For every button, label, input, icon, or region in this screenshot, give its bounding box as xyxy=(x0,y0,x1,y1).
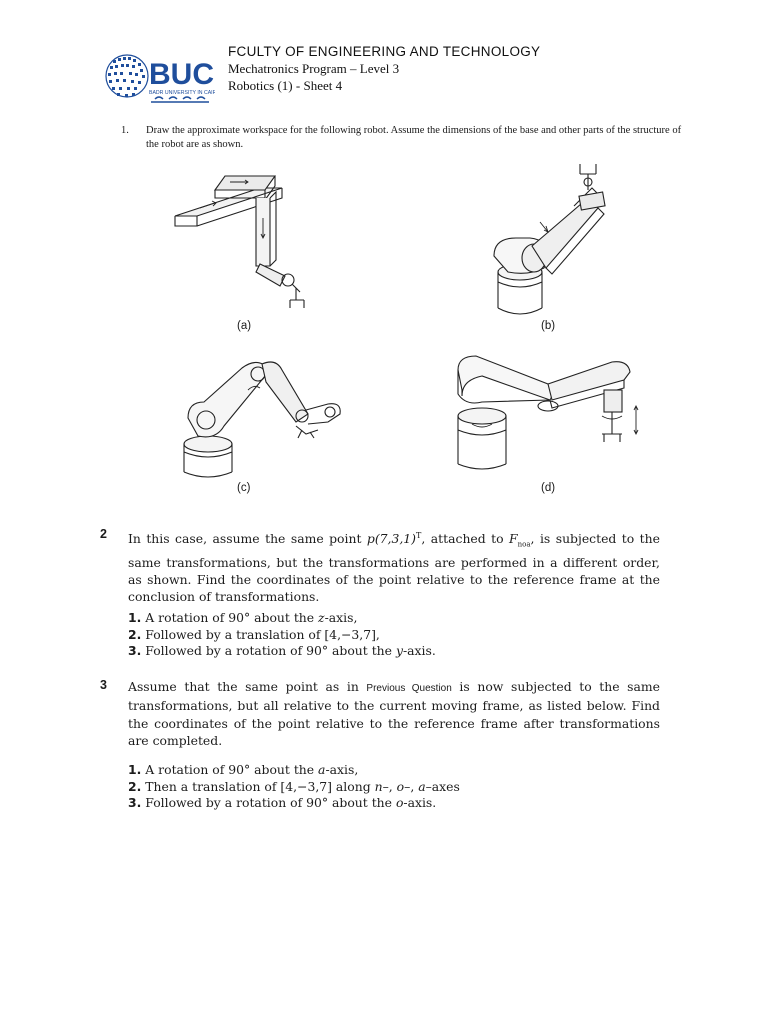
question-3-text-part: is now subjected to the same transformations, but all relative to the current moving frame, as listed below. Find the coordinates of the point relative to the reference frame after transformations are completed. xyxy=(128,679,661,748)
figure-c-caption: (c) xyxy=(237,482,251,494)
question-2-steps xyxy=(128,610,648,660)
figure-b-spherical-robot xyxy=(488,160,618,320)
question-2-number: 2 xyxy=(100,527,107,541)
transpose-sup: T xyxy=(416,531,422,540)
q3-step-1: 1. A rotation of 90° about the a-axis, xyxy=(128,762,359,777)
question-2-text-part: , attached to xyxy=(421,531,510,547)
q3-step-2: 2. Then a translation of [4,−3,7] along n–, o–, a–axes xyxy=(128,778,460,794)
q2-step-2: 2. Followed by a translation of [4,−3,7], xyxy=(128,626,380,642)
question-2-text-part: In this case, assume the same point xyxy=(128,531,367,547)
q3-step-3: 3. Followed by a rotation of 90° about the o-axis. xyxy=(128,795,437,810)
buc-logo xyxy=(105,44,215,112)
header-block xyxy=(228,43,540,94)
svg-text:BUC: BUC xyxy=(149,58,214,91)
program-title: Mechatronics Program – Level 3 xyxy=(228,61,400,76)
point-symbol: p(7,3,1) xyxy=(366,531,417,547)
question-1-number: 1. xyxy=(121,125,129,136)
figure-a-cartesian-robot xyxy=(170,168,320,316)
q2-step-3: 3. Followed by a rotation of 90° about the y-axis. xyxy=(128,643,436,658)
figure-a-caption: (a) xyxy=(237,320,252,332)
question-3-steps xyxy=(128,762,648,812)
question-3-number: 3 xyxy=(100,678,107,692)
question-1-text: Draw the approximate workspace for the following robot. Assume the dimensions of the base and other parts of the structure of the robot are as shown. xyxy=(146,125,682,150)
course-title: Robotics (1) - Sheet 4 xyxy=(228,78,343,93)
question-2-text xyxy=(128,527,660,606)
figure-d-caption: (d) xyxy=(541,482,556,494)
svg-text:BADR UNIVERSITY IN CAIRO: BADR UNIVERSITY IN CAIRO xyxy=(149,90,215,96)
previous-question-ref: Previous Question xyxy=(366,683,452,694)
figure-c-articulated-robot xyxy=(178,348,348,480)
figure-d-scara-robot xyxy=(452,350,652,478)
q2-step-1: 1. A rotation of 90° about the z-axis, xyxy=(128,610,358,625)
faculty-title: FCULTY OF ENGINEERING AND TECHNOLOGY xyxy=(228,44,541,59)
question-3-text-part: Assume that the same point as in xyxy=(128,679,367,694)
figure-b-caption: (b) xyxy=(541,320,556,332)
frame-symbol: F xyxy=(509,531,518,547)
frame-subscript: noa xyxy=(517,540,531,549)
question-3-text xyxy=(128,678,660,749)
question-2-text-part: , is subjected to the same transformations, but the transformations are performed in a different order, as shown. Find the coordinates of the point relative to the reference frame at the conclusion of transformations. xyxy=(128,531,660,605)
